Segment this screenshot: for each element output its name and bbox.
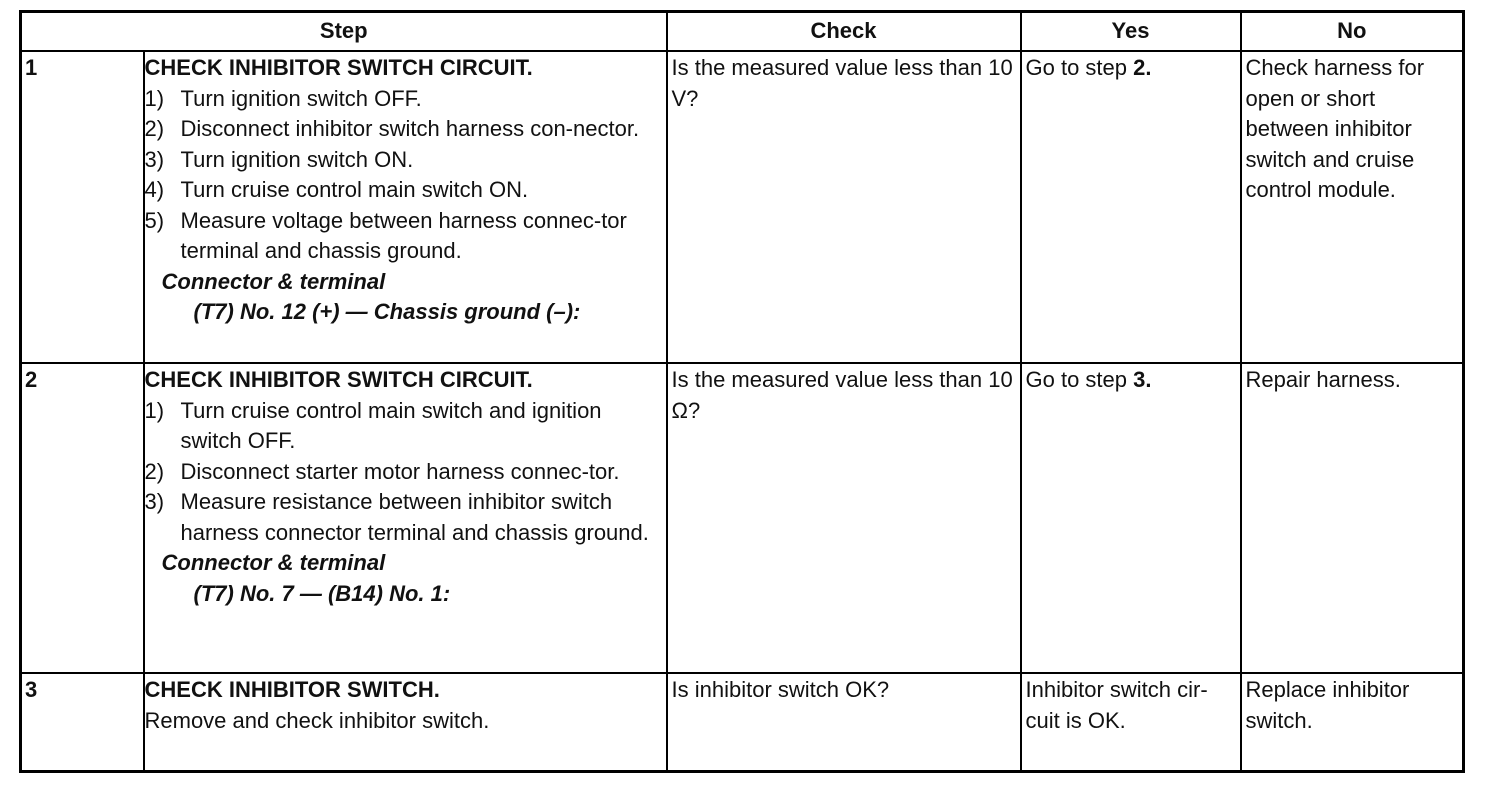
no-cell: Replace inhibitor switch. xyxy=(1241,673,1464,771)
substep: 3) Measure resistance between inhibitor switch harness connector terminal and chassis ground. xyxy=(144,489,649,545)
no-cell: Check harness for open or short between inhibitor switch and cruise control module. xyxy=(1241,51,1464,363)
substep: 4) Turn cruise control main switch ON. xyxy=(144,177,529,202)
substep: 2) Disconnect starter motor harness connec-tor. xyxy=(144,458,620,484)
header-step: Step xyxy=(21,12,667,52)
connector-label: Connector & terminal xyxy=(161,550,386,575)
substep: 1) Turn ignition switch OFF. xyxy=(144,85,422,111)
step-number: 3 xyxy=(21,673,144,771)
step-number: 2 xyxy=(21,363,144,673)
check-cell: Is the measured value less than 10 V? xyxy=(667,51,1021,363)
step-heading: CHECK INHIBITOR SWITCH. xyxy=(144,677,440,702)
table-row xyxy=(21,51,1464,363)
table-row xyxy=(21,673,1464,771)
header-row xyxy=(21,12,1464,52)
substep-list xyxy=(145,84,660,267)
step-content xyxy=(144,363,667,673)
connector-value: (T7) No. 7 — (B14) No. 1: xyxy=(193,580,451,606)
step-number: 1 xyxy=(21,51,144,363)
diagnostic-table xyxy=(19,10,1465,773)
step-heading: CHECK INHIBITOR SWITCH CIRCUIT. xyxy=(144,55,533,80)
yes-cell: Go to step 2. xyxy=(1021,51,1241,363)
header-yes: Yes xyxy=(1021,12,1241,52)
substep: 3) Turn ignition switch ON. xyxy=(144,146,414,172)
step-heading: CHECK INHIBITOR SWITCH CIRCUIT. xyxy=(144,367,533,392)
substep-list xyxy=(145,396,660,549)
no-cell: Repair harness. xyxy=(1241,363,1464,673)
substep: 1) Turn cruise control main switch and ignition switch OFF. xyxy=(144,397,602,453)
connector-label: Connector & terminal xyxy=(161,268,386,294)
step-body: Remove and check inhibitor switch. xyxy=(144,707,490,733)
step-content xyxy=(144,673,667,771)
yes-cell: Inhibitor switch cir-cuit is OK. xyxy=(1021,673,1241,771)
step-link: 2. xyxy=(1133,55,1152,80)
check-cell: Is the measured value less than 10 Ω? xyxy=(667,363,1021,673)
table-row xyxy=(21,363,1464,673)
header-no: No xyxy=(1241,12,1464,52)
header-check: Check xyxy=(667,12,1021,52)
step-content xyxy=(144,51,667,363)
connector-value: (T7) No. 12 (+) — Chassis ground (–): xyxy=(193,299,581,324)
yes-cell: Go to step 3. xyxy=(1021,363,1241,673)
substep: 2) Disconnect inhibitor switch harness con-nector. xyxy=(144,116,640,141)
step-link: 3. xyxy=(1133,367,1152,392)
check-cell: Is inhibitor switch OK? xyxy=(667,673,1021,771)
substep: 5) Measure voltage between harness connec-tor terminal and chassis ground. xyxy=(144,207,627,263)
